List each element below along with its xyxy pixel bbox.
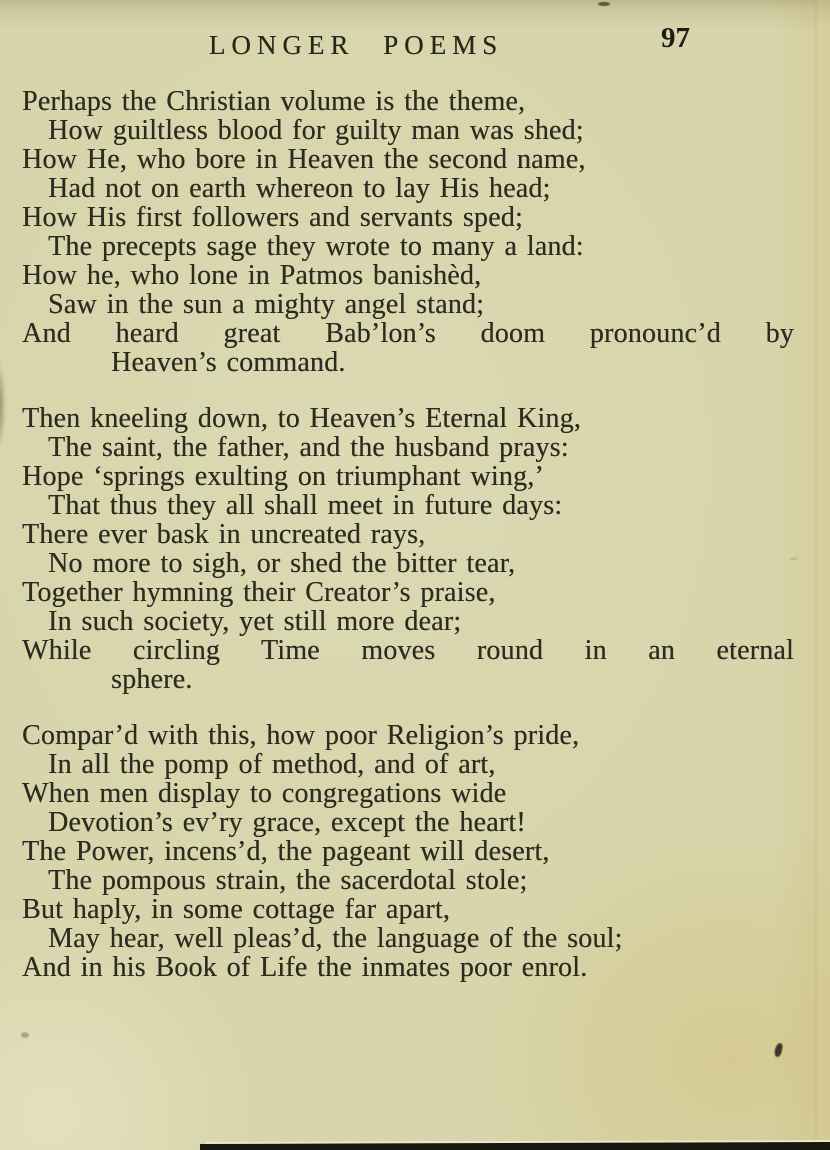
poem-line: Together hymning their Creator’s praise, bbox=[22, 577, 496, 608]
poem-line: Compar’d with this, how poor Religion’s pride, bbox=[22, 720, 580, 751]
poem-line: The precepts sage they wrote to many a land: bbox=[48, 231, 584, 262]
poem-line: How he, who lone in Patmos banishèd, bbox=[22, 260, 482, 291]
poem-line: Devotion’s ev’ry grace, except the heart! bbox=[48, 807, 526, 838]
paper-speck bbox=[774, 1042, 784, 1057]
page-title: LONGER POEMS bbox=[208, 30, 504, 60]
poem-line: How He, who bore in Heaven the second name, bbox=[22, 144, 586, 175]
poem-line: While circling Time moves round in an eternal bbox=[22, 635, 794, 666]
stanza-1 bbox=[22, 87, 794, 377]
poem-line: And in his Book of Life the inmates poor enrol. bbox=[22, 952, 588, 983]
poem-line: When men display to congregations wide bbox=[22, 778, 507, 809]
poem-line: The pompous strain, the sacerdotal stole; bbox=[48, 865, 528, 896]
poem-line: How guiltless blood for guilty man was shed; bbox=[48, 115, 584, 146]
poem-line: Saw in the sun a mighty angel stand; bbox=[48, 289, 485, 320]
left-edge-shadow bbox=[0, 360, 6, 450]
page-edge-highlight bbox=[815, 0, 830, 1142]
stanza-2 bbox=[22, 404, 794, 694]
poem-line: May hear, well pleas’d, the language of the soul; bbox=[48, 923, 623, 954]
poem-line: Had not on earth whereon to lay His head; bbox=[48, 173, 551, 204]
scan-background-band bbox=[200, 1142, 830, 1150]
stanza-3 bbox=[22, 721, 794, 982]
poem-line: That thus they all shall meet in future days: bbox=[48, 490, 563, 521]
poem-line: sphere. bbox=[111, 664, 193, 695]
paper-speck bbox=[598, 2, 610, 6]
paper-speck bbox=[789, 558, 798, 564]
poem-line: Hope ‘springs exulting on triumphant wing,’ bbox=[22, 461, 544, 492]
poem-line: No more to sigh, or shed the bitter tear, bbox=[48, 548, 516, 579]
paper-speck bbox=[21, 1032, 29, 1038]
poem-line: Then kneeling down, to Heaven’s Eternal King, bbox=[22, 403, 581, 434]
poem-line: Heaven’s command. bbox=[111, 347, 346, 378]
poem-line: And heard great Bab’lon’s doom pronounc’d by bbox=[22, 318, 794, 349]
poem-line: The Power, incens’d, the pageant will desert, bbox=[22, 836, 550, 867]
poem-line: But haply, in some cottage far apart, bbox=[22, 894, 451, 925]
poem-line: The saint, the father, and the husband prays: bbox=[48, 432, 569, 463]
poem bbox=[22, 87, 794, 1009]
poem-line: How His first followers and servants sped; bbox=[22, 202, 523, 233]
poem-line: There ever bask in uncreated rays, bbox=[22, 519, 426, 550]
page-number: 97 bbox=[661, 22, 690, 54]
poem-line: In all the pomp of method, and of art, bbox=[48, 749, 496, 780]
poem-line: In such society, yet still more dear; bbox=[48, 606, 462, 637]
poem-line: Perhaps the Christian volume is the theme, bbox=[22, 86, 526, 117]
